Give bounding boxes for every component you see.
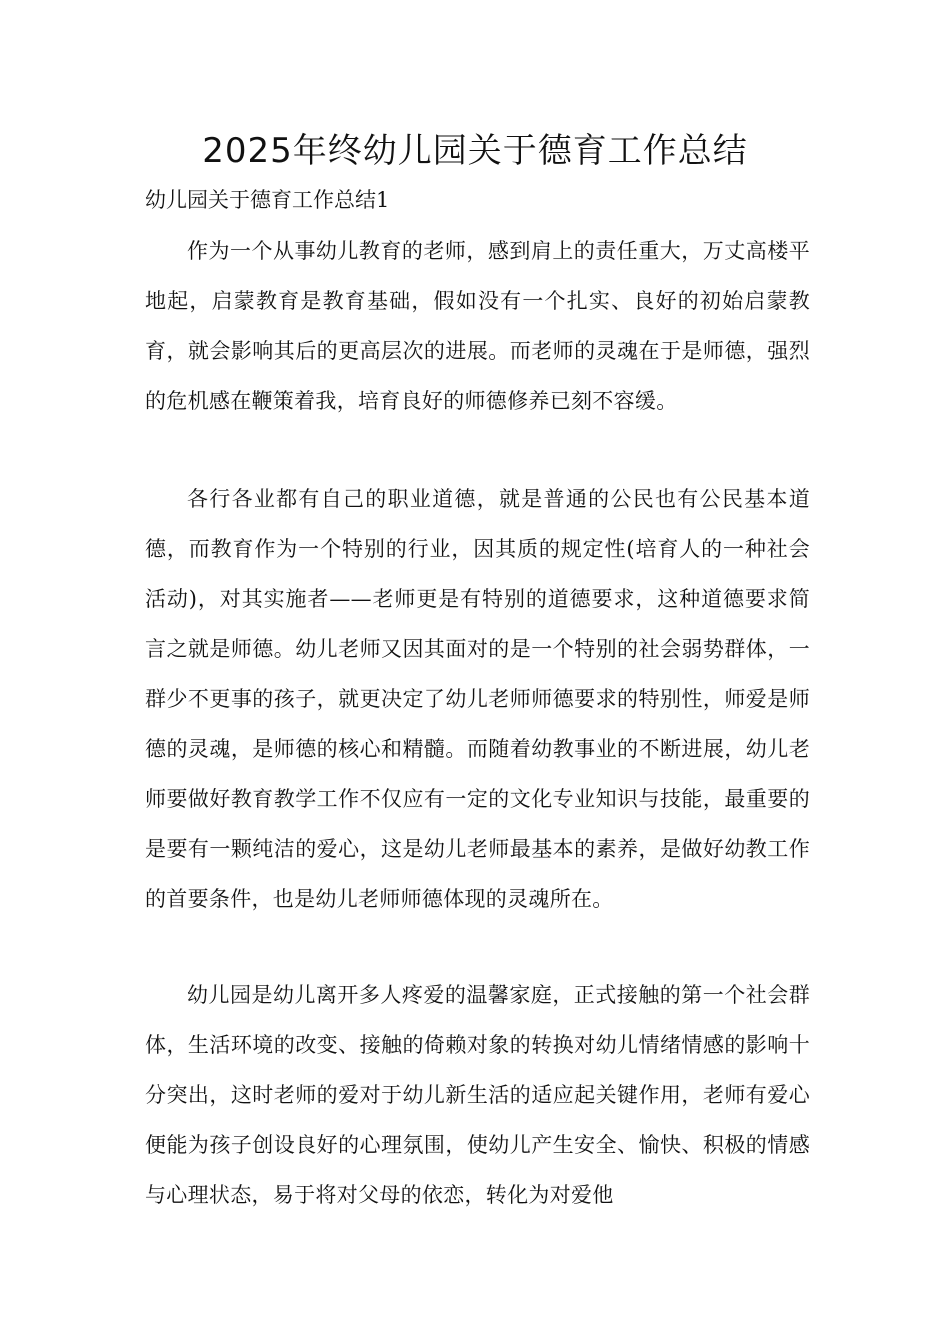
paragraph-3: 幼儿园是幼儿离开多人疼爱的温馨家庭，正式接触的第一个社会群体，生活环境的改变、接触的倚赖对象的转换对幼儿情绪情感的影响十分突出，这时老师的爱对于幼儿新生活的适应起关键作用，老师有爱心便能为孩子创设良好的心理氛围，使幼儿产生安全、愉快、积极的情感与心理状态，易于将对父母的依恋，转化为对爱他 (145, 983, 810, 1207)
document-title: 2025年终幼儿园关于德育工作总结 (202, 131, 748, 171)
section-heading: 幼儿园关于德育工作总结1 (145, 188, 390, 212)
paragraph-2: 各行各业都有自己的职业道德，就是普通的公民也有公民基本道德，而教育作为一个特别的行业，因其质的规定性(培育人的一种社会活动)，对其实施者——老师更是有特别的道德要求，这种道德要求简言之就是师德。幼儿老师又因其面对的是一个特别的社会弱势群体，一群少不更事的孩子，就更决定了幼儿老师师德要求的特别性，师爱是师德的灵魂，是师德的核心和精髓。而随着幼教事业的不断进展，幼儿老师要做好教育教学工作不仅应有一定的文化专业知识与技能，最重要的是要有一颗纯洁的爱心，这是幼儿老师最基本的素养，是做好幼教工作的首要条件，也是幼儿老师师德体现的灵魂所在。 (145, 487, 810, 911)
paragraph-1: 作为一个从事幼儿教育的老师，感到肩上的责任重大，万丈高楼平地起，启蒙教育是教育基础，假如没有一个扎实、良好的初始启蒙教育，就会影响其后的更高层次的进展。而老师的灵魂在于是师德，强烈的危机感在鞭策着我，培育良好的师德修养已刻不容缓。 (145, 239, 810, 413)
